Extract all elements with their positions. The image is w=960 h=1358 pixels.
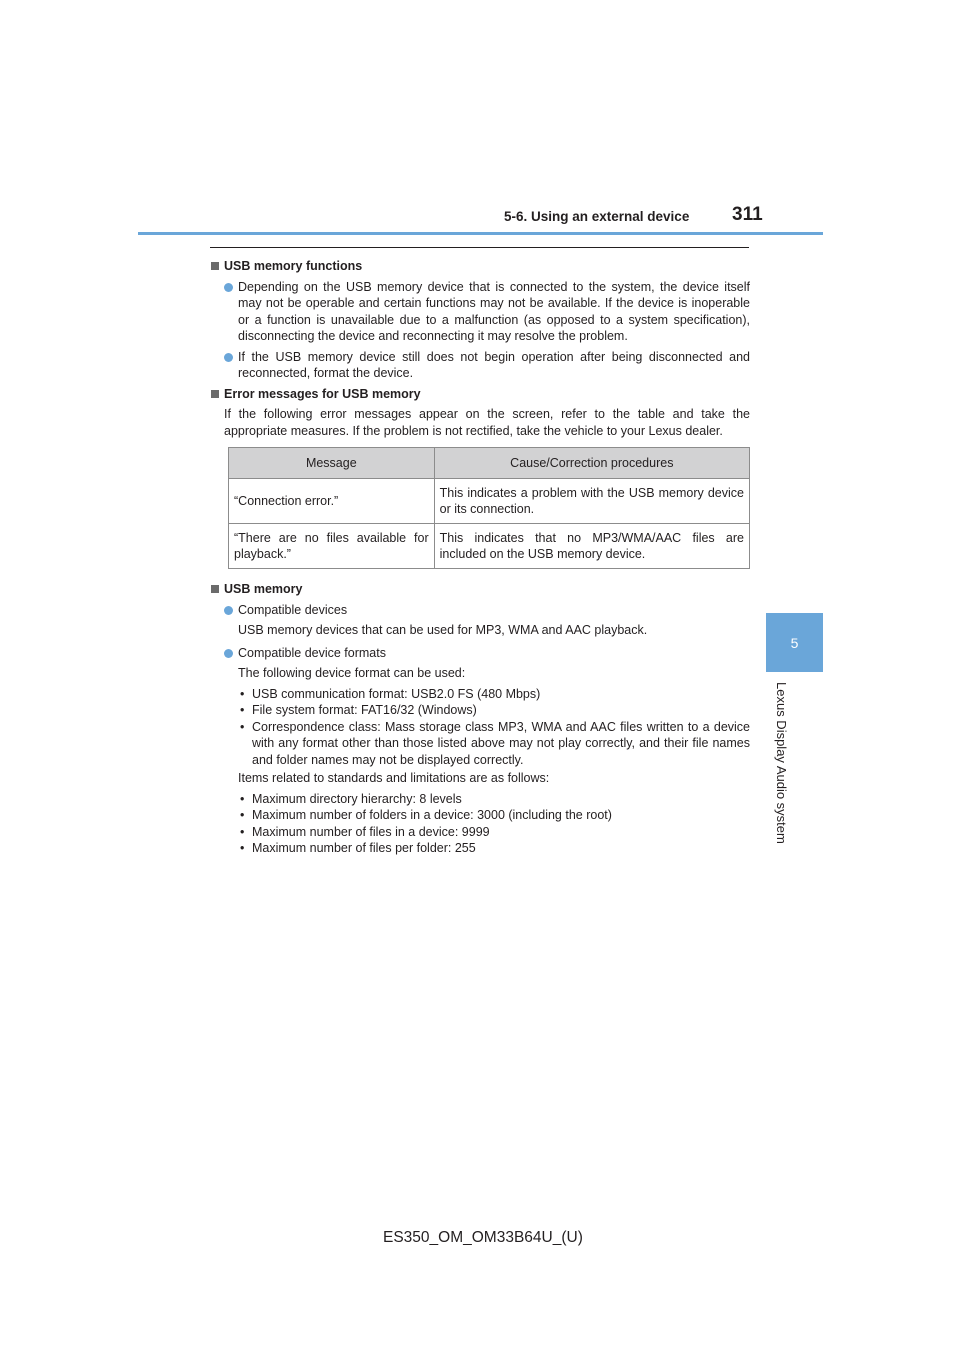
limits-intro: Items related to standards and limitations are as follows: <box>238 771 550 785</box>
list-item: • Correspondence class: Mass storage class MP3, WMA and AAC files written to a device with any format other than those listed above may not play correctly, and their file names and folder names may not be displayed correctly. <box>238 719 750 769</box>
square-bullet-icon <box>211 585 219 593</box>
list-item: • Maximum number of files per folder: 255 <box>238 840 750 857</box>
table-header-message: Message <box>229 448 435 479</box>
chapter-tab <box>766 613 823 672</box>
circle-bullet-icon <box>224 649 233 658</box>
error-messages-intro: If the following error messages appear on the screen, refer to the table and take the appropriate measures. If the problem is not rectified, take the vehicle to your Lexus dealer. <box>224 407 750 438</box>
list-item: • File system format: FAT16/32 (Windows) <box>238 702 750 719</box>
content-rule <box>210 247 749 248</box>
header-rule <box>138 232 823 235</box>
table-row <box>229 524 750 569</box>
heading-usb-functions: USB memory functions <box>210 258 750 275</box>
limits-list <box>210 791 750 857</box>
list-item: • USB communication format: USB2.0 FS (480 Mbps) <box>238 686 750 703</box>
chapter-tab-number: 5 <box>790 634 799 651</box>
page-content <box>210 258 750 859</box>
circle-bullet-icon <box>224 606 233 615</box>
page-number: 311 <box>732 204 763 225</box>
table-cell-cause: This indicates a problem with the USB memory device or its connection. <box>434 479 749 524</box>
list-item: • Maximum number of folders in a device: 3000 (including the root) <box>238 807 750 824</box>
heading-usb-memory: USB memory <box>210 581 750 598</box>
compatible-devices-bullet: Compatible devices <box>210 602 750 619</box>
square-bullet-icon <box>211 262 219 270</box>
section-title: 5-6. Using an external device <box>504 209 690 224</box>
format-list <box>210 686 750 769</box>
compatible-devices-text: USB memory devices that can be used for MP3, WMA and AAC playback. <box>238 623 648 637</box>
table-cell-message: “Connection error.” <box>229 479 435 524</box>
square-bullet-icon <box>211 390 219 398</box>
usb-functions-bullet: If the USB memory device still does not begin operation after being disconnected and reconnected, format the device. <box>210 349 750 382</box>
list-item: • Maximum directory hierarchy: 8 levels <box>238 791 750 808</box>
table-cell-message: “There are no files available for playback.” <box>229 524 435 569</box>
list-item: • Maximum number of files in a device: 9999 <box>238 824 750 841</box>
heading-error-messages: Error messages for USB memory <box>210 386 750 403</box>
document-code: ES350_OM_OM33B64U_(U) <box>383 1229 583 1246</box>
table-cell-cause: This indicates that no MP3/WMA/AAC files are included on the USB memory device. <box>434 524 749 569</box>
compatible-formats-intro: The following device format can be used: <box>238 666 466 680</box>
chapter-title: Lexus Display Audio system <box>774 682 789 844</box>
table-header-cause: Cause/Correction procedures <box>434 448 749 479</box>
circle-bullet-icon <box>224 353 233 362</box>
compatible-formats-bullet: Compatible device formats <box>210 645 750 662</box>
usb-functions-bullet: Depending on the USB memory device that is connected to the system, the device itself may not be operable and certain functions may not be available. If the device is inoperable or a function is unavailable due to a malfunction (as opposed to a system specification), disconnecting the device and reconnecting it may resolve the problem. <box>210 279 750 345</box>
error-messages-table <box>228 447 750 569</box>
table-row <box>229 479 750 524</box>
circle-bullet-icon <box>224 283 233 292</box>
